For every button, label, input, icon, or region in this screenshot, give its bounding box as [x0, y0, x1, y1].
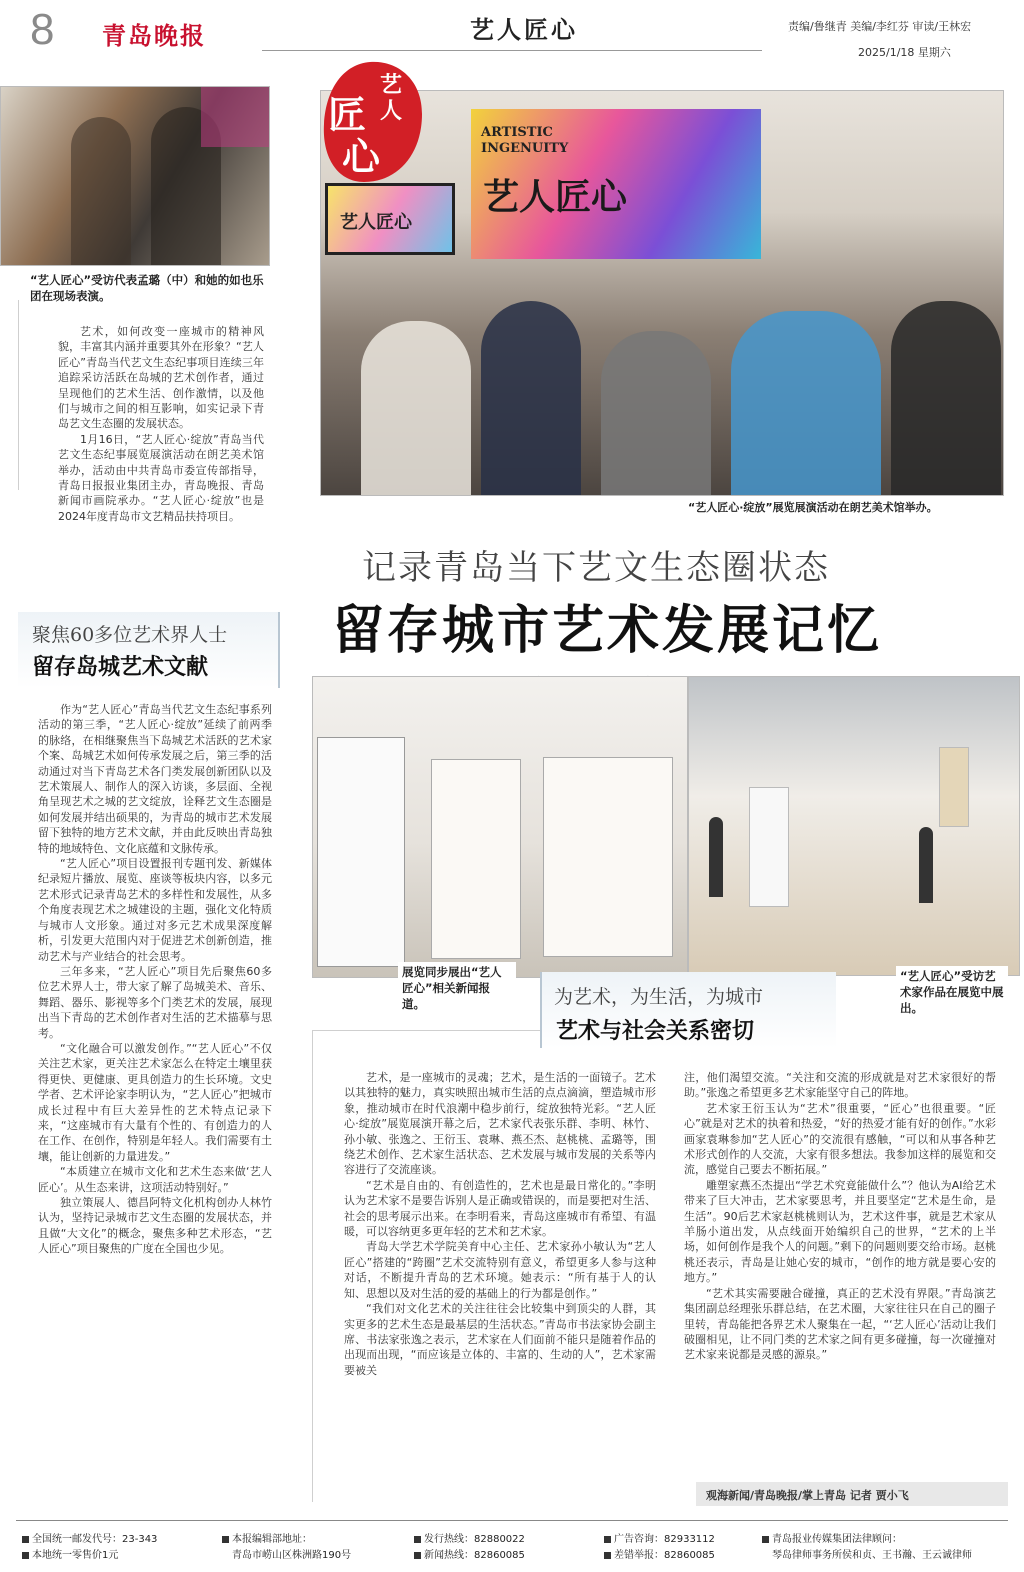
headline-main: 留存城市艺术发展记忆: [332, 601, 883, 661]
footer-col-1: [22, 1532, 157, 1564]
footer-distribution-hotline: 发行热线：82880022: [424, 1534, 525, 1545]
intro-text: [58, 324, 264, 524]
photo-exhibit-newspapers: [312, 676, 688, 978]
intro-paragraph: 艺术，如何改变一座城市的精神风貌，丰富其内涵并重要其外在形象？“艺人匠心”青岛当代艺文生态纪事项目连续三年追踪采访活跃在岛城的艺术创作者，通过呈现他们的艺术生活、创作激情，以及他们与城市之间的相互影响，如实记录下青岛艺文生态圈的发展状态。: [58, 325, 264, 431]
left-body-paragraph: “艺人匠心”项目设置报刊专题刊发、新媒体纪录短片播放、展览、座谈等板块内容，以多元艺术形式记录青岛艺术的多样性和发展性，从多个角度表现艺术之城建设的主题，强化文化特质与城市人文形象。通过对多元艺术成果深度解析，引发更大范围内对于促进艺术创新创造，推动艺术与产业结合的社会思考。: [38, 857, 272, 963]
bottom-paragraph: 艺术，是一座城市的灵魂；艺术，是生活的一面镜子。艺术以其独特的魅力，真实映照出城市生活的点点滴滴，塑造城市形象，推动城市在时代浪潮中稳步前行，绽放独特光彩。“艺人匠心·绽放”展览展演开幕之后，艺术家代表张乐群、李明、林竹、孙小敏、张逸之、王衍玉、袁琳、燕丕杰、赵桃桃、孟璐等，围绕艺术创作、艺术家生活状态、艺术发展与城市发展的关系等内容进行了交流座谈。: [344, 1071, 656, 1177]
photo-band-performance: [0, 86, 270, 266]
footer-legal-counsel: 琴岛律师事务所侯和贞、王书瀚、王云诚律师: [772, 1550, 972, 1561]
footer-error-report: 差错举报：82860085: [614, 1550, 715, 1561]
square-bullet-icon: [604, 1536, 611, 1543]
byline-credit: 观海新闻/青岛晚报/掌上青岛 记者 贾小飞: [696, 1482, 1008, 1506]
left-body-paragraph: 三年多来，“艺人匠心”项目先后聚焦60多位艺术界人士，带大家了解了岛城美术、音乐、舞蹈、器乐、影视等多个门类艺术的发展，展现出当下青岛的艺术创作者对生活的艺术描摹与思考。: [38, 964, 272, 1040]
banner-english-line2: INGENUITY: [481, 141, 569, 156]
seal-char-1: 艺: [380, 72, 403, 98]
footer-col-5: [762, 1532, 972, 1564]
bottom-col2-text: [684, 1070, 996, 1363]
square-bullet-icon: [222, 1536, 229, 1543]
left-column-rule: [18, 300, 19, 490]
footer-col-2: [222, 1532, 351, 1564]
left-body-paragraph: 独立策展人、德昌阿特文化机构创办人林竹认为，坚持记录城市艺文生态圈的发展状态，并且做“大文化”的概念，聚焦多种艺术形态，“艺人匠心”项目聚焦的广度在全国也少见。: [38, 1196, 272, 1256]
photo-caption-main: “艺人匠心·绽放”展览展演活动在朗艺美术馆举办。: [688, 501, 938, 514]
bottom-paragraph: “艺术是自由的、有创造性的，艺术也是最日常化的。”李明认为艺术家不是要告诉别人是正确或错误的，而是要把对生活、社会的思考展示出来。在李明看来，青岛这座城市有希望、有温暖，可以容纳更多更年轻的艺术和艺术家。: [344, 1178, 656, 1239]
bottom-paragraph: “艺术其实需要融合碰撞，真正的艺术没有界限。”青岛演艺集团副总经理张乐群总结，在艺术圈，大家往往只在自己的圈子里转，青岛能把各界艺术人聚集在一起，“‘艺人匠心’活动让我们破圈相见，让不同门类的艺术家之间有更多碰撞，每一次碰撞对艺术家来说都是灵感的源泉。”: [684, 1286, 996, 1362]
square-bullet-icon: [604, 1552, 611, 1559]
bottom-paragraph: 雕塑家燕丕杰提出“学艺术究竟能做什么”？他认为AI给艺术带来了巨大冲击，艺术家要思考，并且要坚定“艺术是生命，是生活”。90后艺术家赵桃桃则认为，艺术这件事，就是艺术家从羊肠小道出发，从点线面开始编织自己的世界，“艺术的上半场，如何创作是我个人的问题。”剩下的问题则要交给市场。赵桃桃还表示，青岛是让她心安的城市，“创作的地方就是要心安的地方。”: [684, 1178, 996, 1285]
bottom-frame-top: [312, 1030, 540, 1031]
bottom-paragraph: 注，他们渴望交流。“关注和交流的形成就是对艺术家很好的帮助。”张逸之希望更多艺术家能坚守自己的阵地。: [684, 1071, 996, 1100]
footer-price: 本地统一零售价1元: [32, 1550, 119, 1561]
footer-col-4: [604, 1532, 715, 1564]
left-body-paragraph: 作为“艺人匠心”青岛当代艺文生态纪事系列活动的第三季，“艺人匠心·绽放”延续了前两季的脉络，在相继聚焦当下岛城艺术活跃的艺术家个案、岛城艺术如何传承发展之后，第三季的活动通过对当下青岛艺术各门类发展创新团队以及艺术策展人、制作人的深入访谈，多层面、全视角呈现艺术之城的艺文绽放，诠释艺文生态圈是如何发展并结出硕果的，为青岛的城市艺术发展留下独特的地方艺术文献，并由此反映出青岛独特的地域特色、文化底蕴和文脉传承。: [38, 703, 272, 855]
left-subhead-line1: 聚焦60多位艺术界人士: [32, 624, 228, 646]
editors-line: 责编/鲁继青 美编/李红芬 审读/王林宏: [788, 20, 972, 33]
left-body-text: [38, 702, 272, 1257]
square-bullet-icon: [762, 1536, 769, 1543]
square-bullet-icon: [414, 1552, 421, 1559]
footer-address: 青岛市崂山区株洲路190号: [232, 1550, 352, 1561]
left-subhead-line2: 留存岛城艺术文献: [32, 655, 209, 680]
publication-date: 2025/1/18 星期六: [858, 46, 951, 59]
bottom-subhead-line1: 为艺术，为生活，为城市: [554, 986, 764, 1008]
seal-char-2: 人: [380, 98, 403, 124]
bottom-subhead-box: [540, 972, 836, 1048]
event-screen: [325, 183, 455, 255]
bottom-paragraph: “我们对文化艺术的关注往往会比较集中到顶尖的人群，其实更多的艺术生态是最基层的生活状态。”青岛市书法家协会副主席、书法家张逸之表示，艺术家在人们面前不能只是随着作品的出现而出现，“而应该是立体的、丰富的、生动的人”，艺术家需要被关: [344, 1302, 656, 1377]
event-banner: [471, 109, 761, 259]
bottom-col1-text: [344, 1070, 656, 1378]
square-bullet-icon: [414, 1536, 421, 1543]
photo-caption-gallery: “艺人匠心”受访艺术家作品在展览中展出。: [896, 966, 1008, 1018]
footer-address-label: 本报编辑部地址：: [232, 1534, 312, 1545]
seal-char-3: 匠: [328, 92, 367, 137]
newspaper-masthead: 青岛晚报: [102, 21, 206, 50]
footer-col-3: [414, 1532, 525, 1564]
artisan-seal-icon: [318, 58, 426, 186]
square-bullet-icon: [22, 1552, 29, 1559]
footer-rule: [16, 1520, 1008, 1521]
bottom-paragraph: 青岛大学艺术学院美育中心主任、艺术家孙小敏认为“艺人匠心”搭建的“跨圈”艺术交流特别有意义，希望更多人参与这种对话，不断提升青岛的艺术环境。她表示：“所有基于人的认知、思想以及对生活的爱的基础上的行为都是创作。”: [344, 1240, 656, 1300]
bottom-subhead-line2: 艺术与社会关系密切: [556, 1019, 755, 1044]
footer-ad-hotline: 广告咨询：82933112: [614, 1534, 715, 1545]
seal-char-4: 心: [342, 134, 381, 179]
photo-caption-newspapers: 展览同步展出“艺人匠心”相关新闻报道。: [398, 962, 516, 1014]
intro-paragraph: 1月16日，“艺人匠心·绽放”青岛当代艺文生态纪事展览展演活动在朗艺美术馆举办，活动由中共青岛市委宣传部指导，青岛日报报业集团主办，青岛晚报、青岛新闻市画院承办。“艺人匠心·绽放”也是2024年度青岛市文艺精品扶持项目。: [58, 432, 264, 523]
screen-title: 艺人匠心: [340, 212, 412, 233]
banner-english-line1: ARTISTIC: [481, 125, 553, 140]
header-rule: [262, 50, 762, 51]
bottom-paragraph: 艺术家王衍玉认为“艺术”很重要，“匠心”也很重要。“匠心”就是对艺术的执着和热爱，“好的热爱才能有好的创作。”水彩画家袁琳参加“艺人匠心”的交流很有感触，“可以和从事各种艺术形式创作的人交流，大家有很多想法。我参加这样的展览和交流，感觉自己要去不断拓展。”: [684, 1101, 996, 1177]
page-number: 8: [30, 5, 55, 54]
footer-legal-label: 青岛报业传媒集团法律顾问：: [772, 1534, 902, 1545]
photo-caption-band: “艺人匠心”受访代表孟璐（中）和她的如也乐团在现场表演。: [30, 273, 264, 303]
left-body-paragraph: “文化融合可以激发创作。”“艺人匠心”不仅关注艺术家，更关注艺术家怎么在特定土壤里获得更快、更健康、更具创造力的生长环境。文史学者、艺术评论家李明认为，“艺人匠心”把城市成长过程中有巨大差异性的艺术特点记录下来，“这座城市有大量有个性的、有创造力的人在工作、在创作，特别是年轻人。我们需要有土壤，能让创新的力量进发。”: [38, 1041, 272, 1163]
bottom-left-rule: [312, 1030, 313, 1502]
section-title: 艺人匠心: [470, 15, 578, 44]
banner-chinese-title: 艺人匠心: [483, 176, 628, 218]
photo-exhibit-gallery: [688, 676, 1020, 976]
footer-postal-code: 全国统一邮发代号：23-343: [32, 1534, 158, 1545]
headline-kicker: 记录青岛当下艺文生态圈状态: [362, 548, 830, 588]
left-subhead-box: [18, 612, 280, 688]
square-bullet-icon: [22, 1536, 29, 1543]
footer-news-hotline: 新闻热线：82860085: [424, 1550, 525, 1561]
left-body-paragraph: “本质建立在城市文化和艺术生态来做‘艺人匠心’。从生态来讲，这项活动特别好。”: [38, 1165, 272, 1194]
